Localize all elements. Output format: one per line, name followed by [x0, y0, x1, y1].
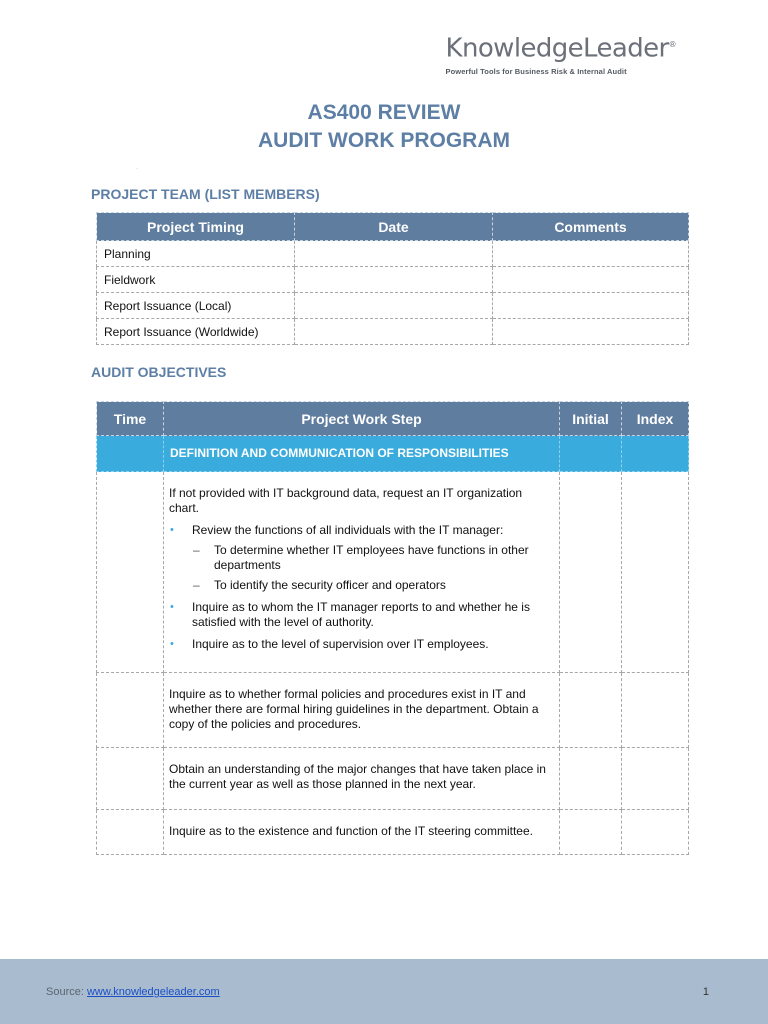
section-label: DEFINITION AND COMMUNICATION OF RESPONSIBILITIES — [164, 436, 560, 472]
bullet-text: Review the functions of all individuals with the IT manager: — [192, 523, 504, 537]
logo-tagline: Powerful Tools for Business Risk & Internal Audit — [445, 66, 627, 76]
page-number: 1 — [702, 986, 709, 998]
bullet-item — [169, 600, 553, 630]
initial-cell[interactable] — [560, 673, 622, 748]
bullet-item — [169, 637, 553, 652]
date-cell[interactable] — [295, 319, 493, 345]
work-step-cell — [164, 472, 560, 673]
audit-objectives-heading: AUDIT OBJECTIVES — [91, 364, 227, 380]
work-step-cell: Inquire as to whether formal policies and procedures exist in IT and whether there are formal hiring guidelines in the department. Obtain a copy of the policies and procedures. — [164, 673, 560, 748]
table-row — [97, 810, 689, 855]
dash-marker: – — [193, 578, 200, 592]
index-cell — [622, 436, 689, 472]
bullet-marker: • — [170, 638, 174, 650]
audit-work-program-table — [96, 401, 689, 855]
step-intro: If not provided with IT background data, request an IT organization chart. — [169, 486, 523, 515]
index-cell[interactable] — [622, 673, 689, 748]
col-project-work-step: Project Work Step — [164, 402, 560, 436]
bullet-item — [169, 523, 553, 538]
stray-mark: · — [136, 166, 138, 172]
dash-marker: – — [193, 543, 200, 557]
initial-cell[interactable] — [560, 810, 622, 855]
source-line — [46, 986, 220, 998]
date-cell[interactable] — [295, 241, 493, 267]
index-cell[interactable] — [622, 472, 689, 673]
logo — [446, 30, 676, 76]
project-team-heading: PROJECT TEAM (LIST MEMBERS) — [91, 186, 320, 202]
time-cell[interactable] — [97, 810, 164, 855]
table-row — [97, 472, 689, 673]
time-cell[interactable] — [97, 673, 164, 748]
time-cell[interactable] — [97, 472, 164, 673]
col-comments: Comments — [493, 213, 689, 241]
table-header-row — [97, 213, 689, 241]
bullet-marker: • — [170, 601, 174, 613]
registered-mark: ® — [668, 40, 676, 49]
table-row — [97, 267, 689, 293]
initial-cell[interactable] — [560, 748, 622, 810]
time-cell — [97, 436, 164, 472]
sub-bullet-item — [169, 543, 553, 573]
logo-wordmark: KnowledgeLeader® — [445, 33, 676, 64]
timing-cell: Report Issuance (Local) — [97, 293, 295, 319]
work-step-cell: Obtain an understanding of the major changes that have taken place in the current year as well as those planned in the next year. — [164, 748, 560, 810]
col-time: Time — [97, 402, 164, 436]
col-project-timing: Project Timing — [97, 213, 295, 241]
table-row — [97, 748, 689, 810]
source-label: Source: — [46, 986, 84, 998]
date-cell[interactable] — [295, 293, 493, 319]
sub-bullet-item — [169, 578, 553, 593]
bullet-text: Inquire as to the level of supervision over IT employees. — [192, 637, 489, 651]
timing-cell: Fieldwork — [97, 267, 295, 293]
table-row — [97, 319, 689, 345]
comments-cell[interactable] — [493, 267, 689, 293]
index-cell[interactable] — [622, 748, 689, 810]
table-row — [97, 293, 689, 319]
document-title-line2: AUDIT WORK PROGRAM — [258, 129, 510, 152]
table-row — [97, 673, 689, 748]
initial-cell — [560, 436, 622, 472]
timing-cell: Report Issuance (Worldwide) — [97, 319, 295, 345]
time-cell[interactable] — [97, 748, 164, 810]
col-date: Date — [295, 213, 493, 241]
document-title-line1: AS400 REVIEW — [307, 101, 461, 124]
comments-cell[interactable] — [493, 293, 689, 319]
work-step-cell: Inquire as to the existence and function of the IT steering committee. — [164, 810, 560, 855]
col-index: Index — [622, 402, 689, 436]
bullet-text: Inquire as to whom the IT manager reports to and whether he is satisfied with the level of authority. — [192, 600, 530, 629]
project-timing-table — [96, 212, 689, 345]
bullet-marker: • — [170, 524, 174, 536]
table-header-row — [97, 402, 689, 436]
col-initial: Initial — [560, 402, 622, 436]
initial-cell[interactable] — [560, 472, 622, 673]
comments-cell[interactable] — [493, 319, 689, 345]
table-row — [97, 241, 689, 267]
sub-bullet-text: To identify the security officer and operators — [214, 578, 446, 592]
page-footer — [0, 959, 768, 1024]
comments-cell[interactable] — [493, 241, 689, 267]
date-cell[interactable] — [295, 267, 493, 293]
timing-cell: Planning — [97, 241, 295, 267]
index-cell[interactable] — [622, 810, 689, 855]
source-link[interactable]: www.knowledgeleader.com — [86, 986, 220, 998]
sub-bullet-text: To determine whether IT employees have functions in other departments — [214, 543, 529, 572]
section-row — [97, 436, 689, 472]
